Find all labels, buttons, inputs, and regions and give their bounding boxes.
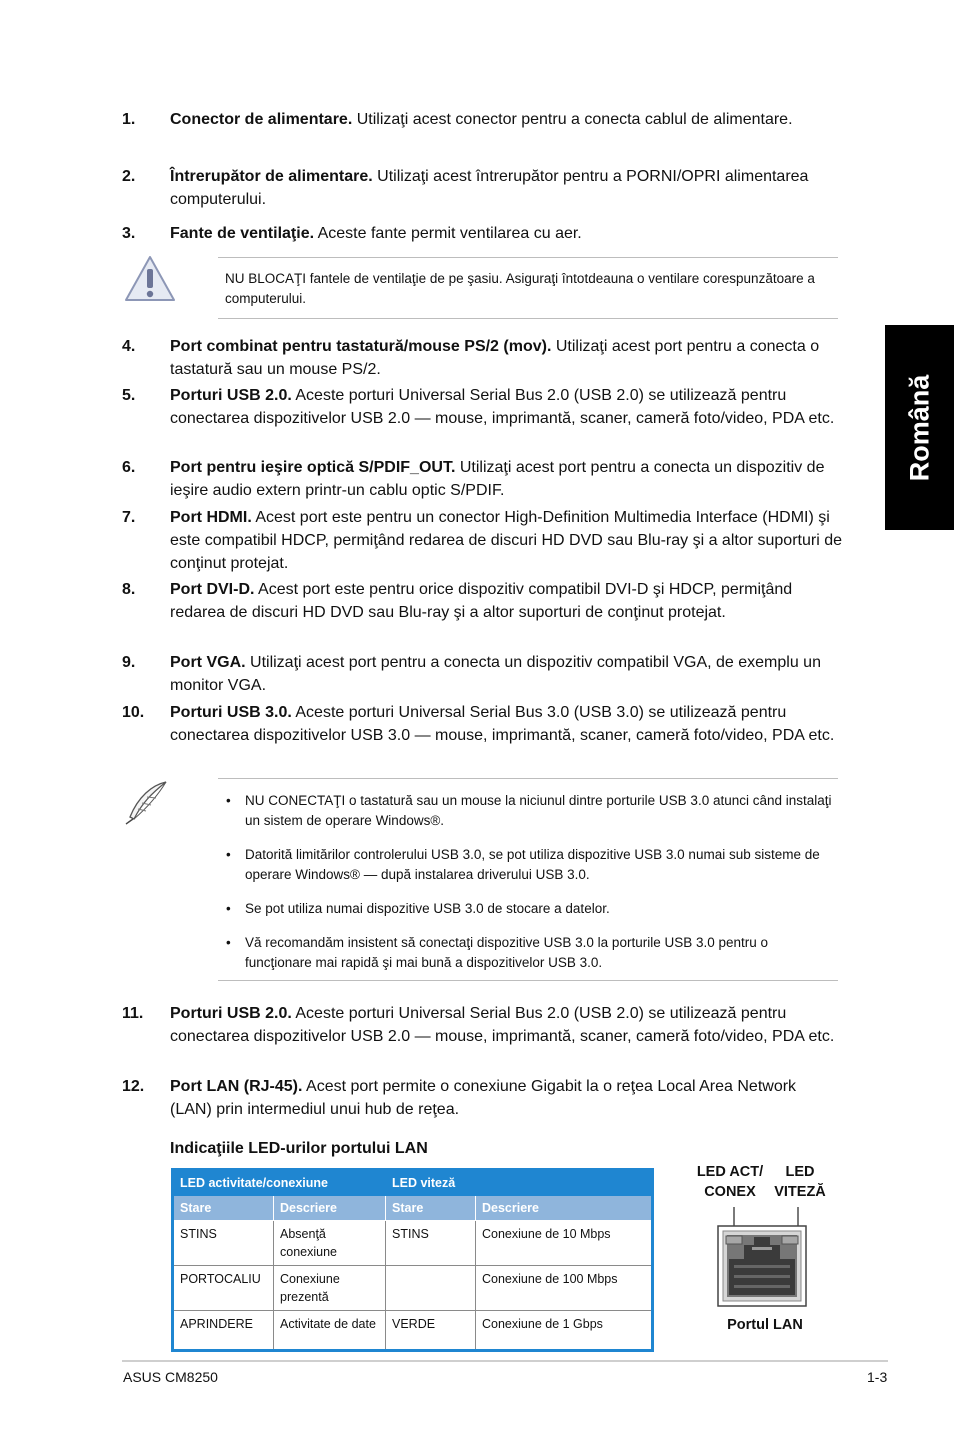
- list-item: • Se pot utiliza numai dispozitive USB 3.0 de stocare a datelor.: [218, 899, 838, 919]
- bullet-icon: •: [226, 793, 231, 808]
- table-row: APRINDERE Activitate de date VERDE Conexiune de 1 Gbps: [173, 1311, 653, 1351]
- language-tab: [885, 325, 954, 530]
- table-row: STINS Absenţă conexiune STINS Conexiune de 10 Mbps: [173, 1221, 653, 1266]
- lan-port-caption: Portul LAN: [727, 1317, 803, 1333]
- feather-pen-icon: [122, 779, 170, 827]
- list-item: • Vă recomandăm insistent să conectaţi dispozitive USB 3.0 la porturile USB 3.0 pentru o funcţionare mai rapidă şi mai bună a dispozitivelor USB 3.0.: [226, 935, 769, 970]
- list-item: 5. Porturi USB 2.0. Aceste porturi Universal Serial Bus 2.0 (USB 2.0) se utilizează pentru conectarea dispozitivelor USB 2.0 — mouse, imprimantă, scaner, cameră foto/video, PDA etc.: [122, 387, 835, 427]
- language-tab-label: Română: [904, 374, 934, 481]
- list-item: 7. Port HDMI. Acest port este pentru un conector High-Definition Multimedia Interface (HDMI) şi este compatibil HDCP, permiţând redarea de discuri HD DVD sau Blu-ray şi a altor suporturi de conţinut protejat.: [122, 509, 842, 572]
- footer-divider: [122, 1360, 888, 1362]
- bullet-icon: •: [226, 935, 231, 950]
- table-header-row: LED activitate/conexiune LED viteză: [173, 1170, 653, 1196]
- list-item: 12. Port LAN (RJ-45). Acest port permite o conexiune Gigabit la o reţea Local Area Network (LAN) prin intermediul unui hub de reţea.: [122, 1078, 797, 1118]
- table-header-row: Stare Descriere Stare Descriere: [173, 1196, 653, 1221]
- lan-heading: Indicaţiile LED-urilor portului LAN: [170, 1140, 428, 1157]
- list-item: 4. Port combinat pentru tastatură/mouse PS/2 (mov). Utilizaţi acest port pentru a conecta o tastatură sau un mouse PS/2.: [122, 338, 820, 378]
- list-item: 8. Port DVI-D. Acest port este pentru orice dispozitiv compatibil DVI-D şi HDCP, permiţând redarea de discuri HD DVD sau Blu-ray şi a altor suporturi de conţinut protejat.: [122, 581, 793, 621]
- list-item: 6. Port pentru ieşire optică S/PDIF_OUT. Utilizaţi acest port pentru a conecta un dispozitiv de ieşire audio extern printr-un cablu optic S/PDIF.: [122, 459, 825, 499]
- bullet-icon: •: [226, 847, 231, 862]
- list-item: 3. Fante de ventilaţie. Aceste fante permit ventilarea cu aer.: [122, 225, 582, 242]
- usb3-notes: [218, 778, 838, 981]
- list-item: 11. Porturi USB 2.0. Aceste porturi Universal Serial Bus 2.0 (USB 2.0) se utilizează pentru conectarea dispozitivelor USB 2.0 — mouse, imprimantă, scaner, cameră foto/video, PDA etc.: [122, 1005, 835, 1045]
- list-item: 2. Întrerupător de alimentare. Utilizaţi acest întrerupător pentru a PORNI/OPRI alimentarea computerului.: [122, 168, 809, 208]
- bullet-icon: •: [226, 901, 231, 916]
- led-act-label: LED ACT/ CONEX: [696, 1164, 764, 1200]
- footer-model: ASUS CM8250: [123, 1369, 218, 1385]
- warning-note: NU BLOCAŢI fantele de ventilaţie de pe şasiu. Asiguraţi întotdeauna o ventilare corespunzătoare a computerului.: [218, 257, 838, 319]
- led-table: [171, 1168, 654, 1352]
- list-item: • NU CONECTAŢI o tastatură sau un mouse la niciunul dintre porturile USB 3.0 atunci când instalaţi un sistem de operare Windows®.: [226, 793, 832, 828]
- list-item: 10. Porturi USB 3.0. Aceste porturi Universal Serial Bus 3.0 (USB 3.0) se utilizează pentru conectarea dispozitivelor USB 3.0 — mouse, imprimantă, scaner, cameră foto/video, PDA etc.: [122, 704, 835, 744]
- led-speed-label: LED VITEZĂ: [774, 1164, 826, 1200]
- lan-port-icon: [712, 1205, 812, 1309]
- list-item: 1. Conector de alimentare. Utilizaţi acest conector pentru a conecta cablul de alimentare.: [122, 111, 793, 128]
- page-number: 1-3: [867, 1369, 888, 1385]
- table-row: PORTOCALIU Conexiune prezentă Conexiune de 100 Mbps: [173, 1266, 653, 1311]
- list-item: 9. Port VGA. Utilizaţi acest port pentru a conecta un dispozitiv compatibil VGA, de exemplu un monitor VGA.: [122, 654, 821, 694]
- warning-icon: [124, 254, 176, 304]
- list-item: • Datorită limitărilor controlerului USB 3.0, se pot utiliza dispozitive USB 3.0 numai sub sisteme de operare Windows® — după instalarea driverului USB 3.0.: [226, 847, 820, 882]
